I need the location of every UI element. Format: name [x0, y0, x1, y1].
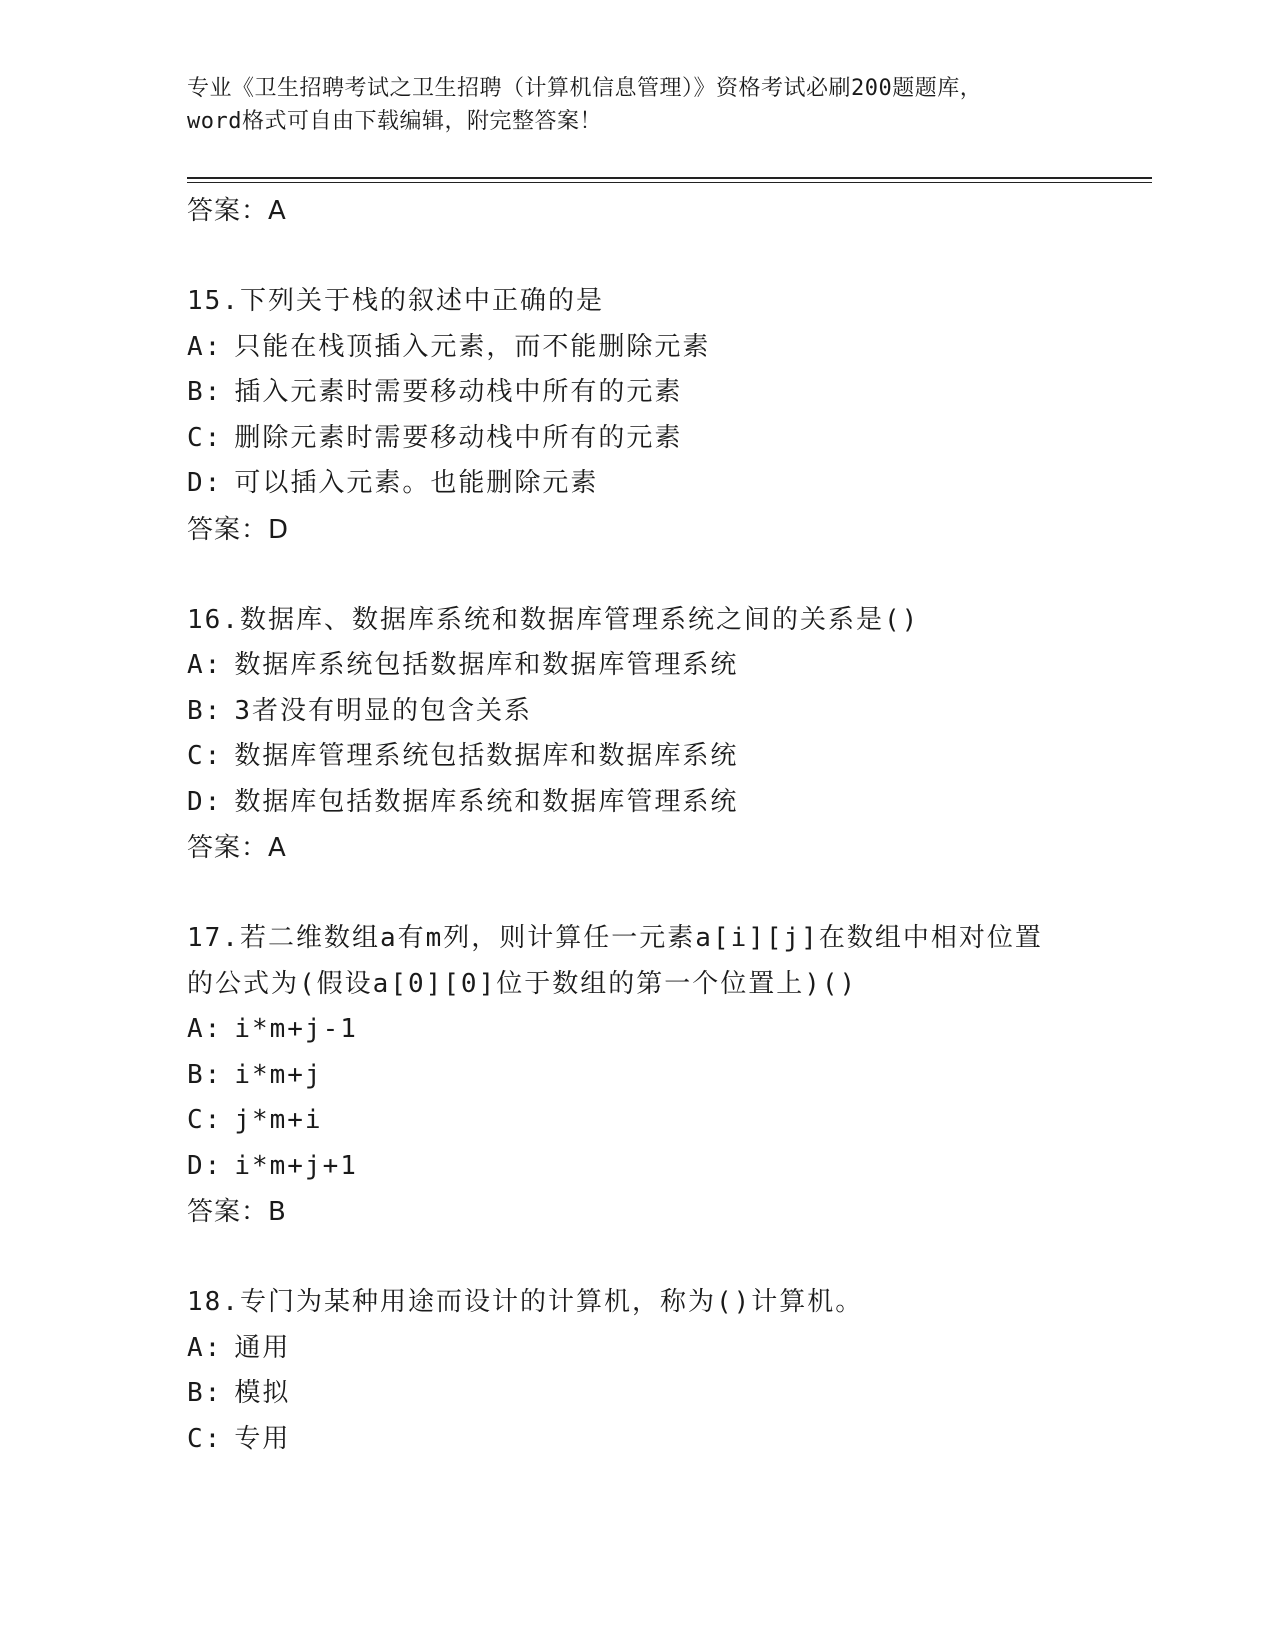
answer-line: 答案：D — [187, 514, 290, 545]
question-list — [187, 188, 1152, 1462]
option-text: 模拟 — [234, 1378, 291, 1408]
option-key: D: — [187, 786, 223, 817]
option-key: A: — [187, 1014, 223, 1044]
option-text: i*m+j-1 — [234, 1014, 358, 1044]
option-c — [187, 416, 1152, 462]
spacer — [187, 553, 1152, 598]
option-text: 数据库管理系统包括数据库和数据库系统 — [234, 741, 739, 771]
option-text: i*m+j — [234, 1059, 323, 1090]
option-text: 数据库系统包括数据库和数据库管理系统 — [234, 650, 739, 680]
option-d — [187, 1144, 1152, 1190]
option-c — [187, 1417, 1152, 1463]
option-key: D: — [187, 468, 223, 498]
header-line-1: 专业《卫生招聘考试之卫生招聘（计算机信息管理）》资格考试必刷200题题库， — [187, 76, 983, 101]
option-key: C: — [187, 1423, 223, 1454]
question-block — [187, 916, 1152, 1235]
question-block — [187, 598, 1152, 872]
option-key: D: — [187, 1150, 223, 1181]
answer-line: 答案：B — [187, 1197, 287, 1227]
option-a — [187, 1326, 1152, 1372]
option-key: C: — [187, 422, 223, 453]
question-block — [187, 279, 1152, 553]
option-key: B: — [187, 695, 223, 726]
option-b — [187, 1053, 1152, 1099]
option-text: 可以插入元素。也能删除元素 — [234, 468, 599, 498]
option-text: 删除元素时需要移动栈中所有的元素 — [234, 422, 683, 453]
option-b — [187, 1371, 1152, 1417]
question-title: 17.若二维数组a有m列，则计算任一元素a[i][j]在数组中相对位置的公式为(假设a[0][0]位于数组的第一个位置上)() — [187, 923, 1043, 999]
option-key: C: — [187, 741, 223, 771]
question-title: 16.数据库、数据库系统和数据库管理系统之间的关系是() — [187, 604, 920, 635]
option-text: 通用 — [234, 1332, 291, 1363]
question-block — [187, 1280, 1152, 1462]
option-text: j*m+i — [234, 1105, 323, 1135]
option-b — [187, 689, 1152, 735]
spacer — [187, 871, 1152, 916]
question-title: 15.下列关于栈的叙述中正确的是 — [187, 286, 604, 316]
header-divider-thick — [187, 177, 1152, 179]
option-text: i*m+j+1 — [234, 1150, 358, 1181]
option-text: 数据库包括数据库系统和数据库管理系统 — [234, 786, 739, 817]
option-text: 插入元素时需要移动栈中所有的元素 — [234, 377, 683, 407]
header-line-2: word格式可自由下载编辑，附完整答案！ — [187, 109, 602, 134]
answer-line: 答案：A — [187, 196, 287, 226]
option-key: B: — [187, 377, 223, 407]
document-header — [187, 72, 1087, 138]
option-text: 3者没有明显的包含关系 — [234, 695, 532, 726]
option-c — [187, 1098, 1152, 1144]
option-text: 只能在栈顶插入元素，而不能删除元素 — [234, 331, 711, 362]
option-d — [187, 780, 1152, 826]
option-key: B: — [187, 1378, 223, 1408]
option-a — [187, 325, 1152, 371]
question-title: 18.专门为某种用途而设计的计算机，称为()计算机。 — [187, 1287, 864, 1317]
option-key: C: — [187, 1105, 223, 1135]
header-divider-thin — [187, 182, 1152, 183]
option-text: 专用 — [234, 1423, 291, 1454]
option-b — [187, 370, 1152, 416]
spacer — [187, 234, 1152, 279]
spacer — [187, 1235, 1152, 1280]
option-a — [187, 643, 1152, 689]
option-key: B: — [187, 1059, 223, 1090]
answer-line: 答案：A — [187, 833, 287, 863]
option-d — [187, 461, 1152, 507]
option-key: A: — [187, 331, 223, 362]
option-key: A: — [187, 1332, 223, 1363]
option-key: A: — [187, 650, 223, 680]
option-c — [187, 734, 1152, 780]
option-a — [187, 1007, 1152, 1053]
